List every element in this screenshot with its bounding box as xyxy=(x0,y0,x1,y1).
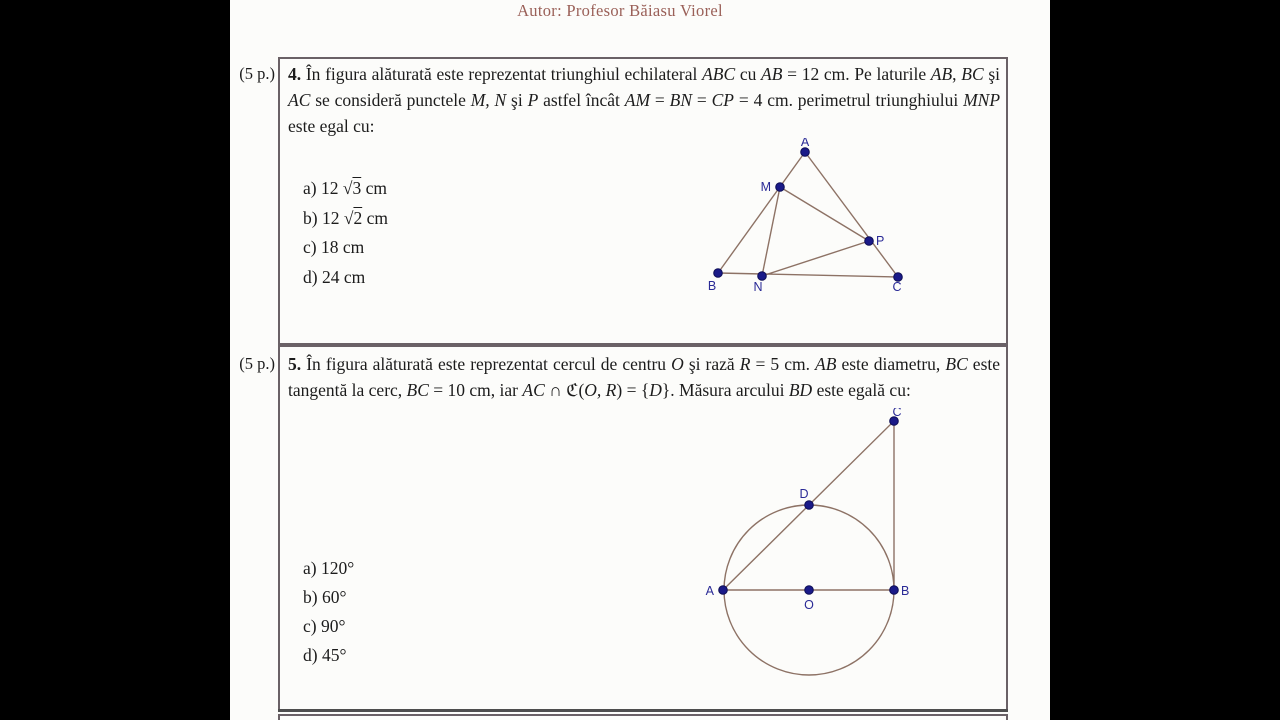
letterbox-left xyxy=(0,0,230,720)
answer-option: a) 12 √3 cm xyxy=(303,178,387,198)
question-5-answer-options xyxy=(303,554,354,670)
point-label-M: M xyxy=(760,180,771,194)
segment-AB xyxy=(718,152,805,273)
answer-option: b) 12 √2 cm xyxy=(303,207,388,228)
point-label-N: N xyxy=(753,280,763,294)
point-label-P: P xyxy=(876,234,885,248)
answer-option: a) 120° xyxy=(303,558,355,578)
point-A xyxy=(719,586,728,595)
answer-option: d) 45° xyxy=(303,645,347,665)
answer-option: c) 90° xyxy=(303,616,346,636)
answer-option: d) 24 cm xyxy=(303,267,366,288)
letterbox-right xyxy=(1050,0,1280,720)
point-label-O: O xyxy=(804,598,814,612)
triangle-figure xyxy=(695,138,915,302)
circle-figure xyxy=(700,408,922,686)
point-label-D: D xyxy=(799,487,809,501)
segment-PM xyxy=(780,187,869,241)
point-label-B: B xyxy=(707,279,717,293)
point-label-A: A xyxy=(705,584,714,598)
point-B xyxy=(890,586,899,595)
point-label-B: B xyxy=(901,584,910,598)
document-page xyxy=(230,0,1050,720)
segment-NP xyxy=(762,241,869,276)
answer-option: b) 60° xyxy=(303,587,347,607)
question-4-text: 4. În figura alăturată este reprezentat triunghiul echilateral ABC cu AB = 12 cm. Pe laturile AB, BC şi AC se consideră punctele M, N şi P astfel încât AM = BN = CP = 4 cm. perimetrul triunghiului MNP este egal cu: xyxy=(288,64,1001,136)
point-B xyxy=(714,269,723,278)
segment-BC xyxy=(718,273,898,277)
author-line: Autor: Profesor Băiasu Viorel xyxy=(517,1,723,20)
point-D xyxy=(805,501,814,510)
point-label-C: C xyxy=(892,280,902,294)
point-O xyxy=(805,586,814,595)
segment-CA xyxy=(805,152,898,277)
answer-option: c) 18 cm xyxy=(303,237,365,258)
next-question-box-stub xyxy=(278,714,1008,720)
question-5-text: 5. În figura alăturată este reprezentat cercul de centru O şi rază R = 5 cm. AB este diametru, BC este tangentă la cerc, BC = 10 cm, iar AC ∩ ℭ(O, R) = {D}. Măsura arcului BD este egală cu: xyxy=(288,354,1001,400)
point-label-A: A xyxy=(800,138,810,149)
question-5-points-label: (5 p.) xyxy=(239,354,275,373)
point-M xyxy=(776,183,785,192)
point-label-C: C xyxy=(892,408,902,419)
point-N xyxy=(758,272,767,281)
question-4-points-label: (5 p.) xyxy=(239,64,275,83)
question-4-answer-options xyxy=(303,174,388,293)
section-divider xyxy=(278,709,1008,712)
point-P xyxy=(865,237,874,246)
